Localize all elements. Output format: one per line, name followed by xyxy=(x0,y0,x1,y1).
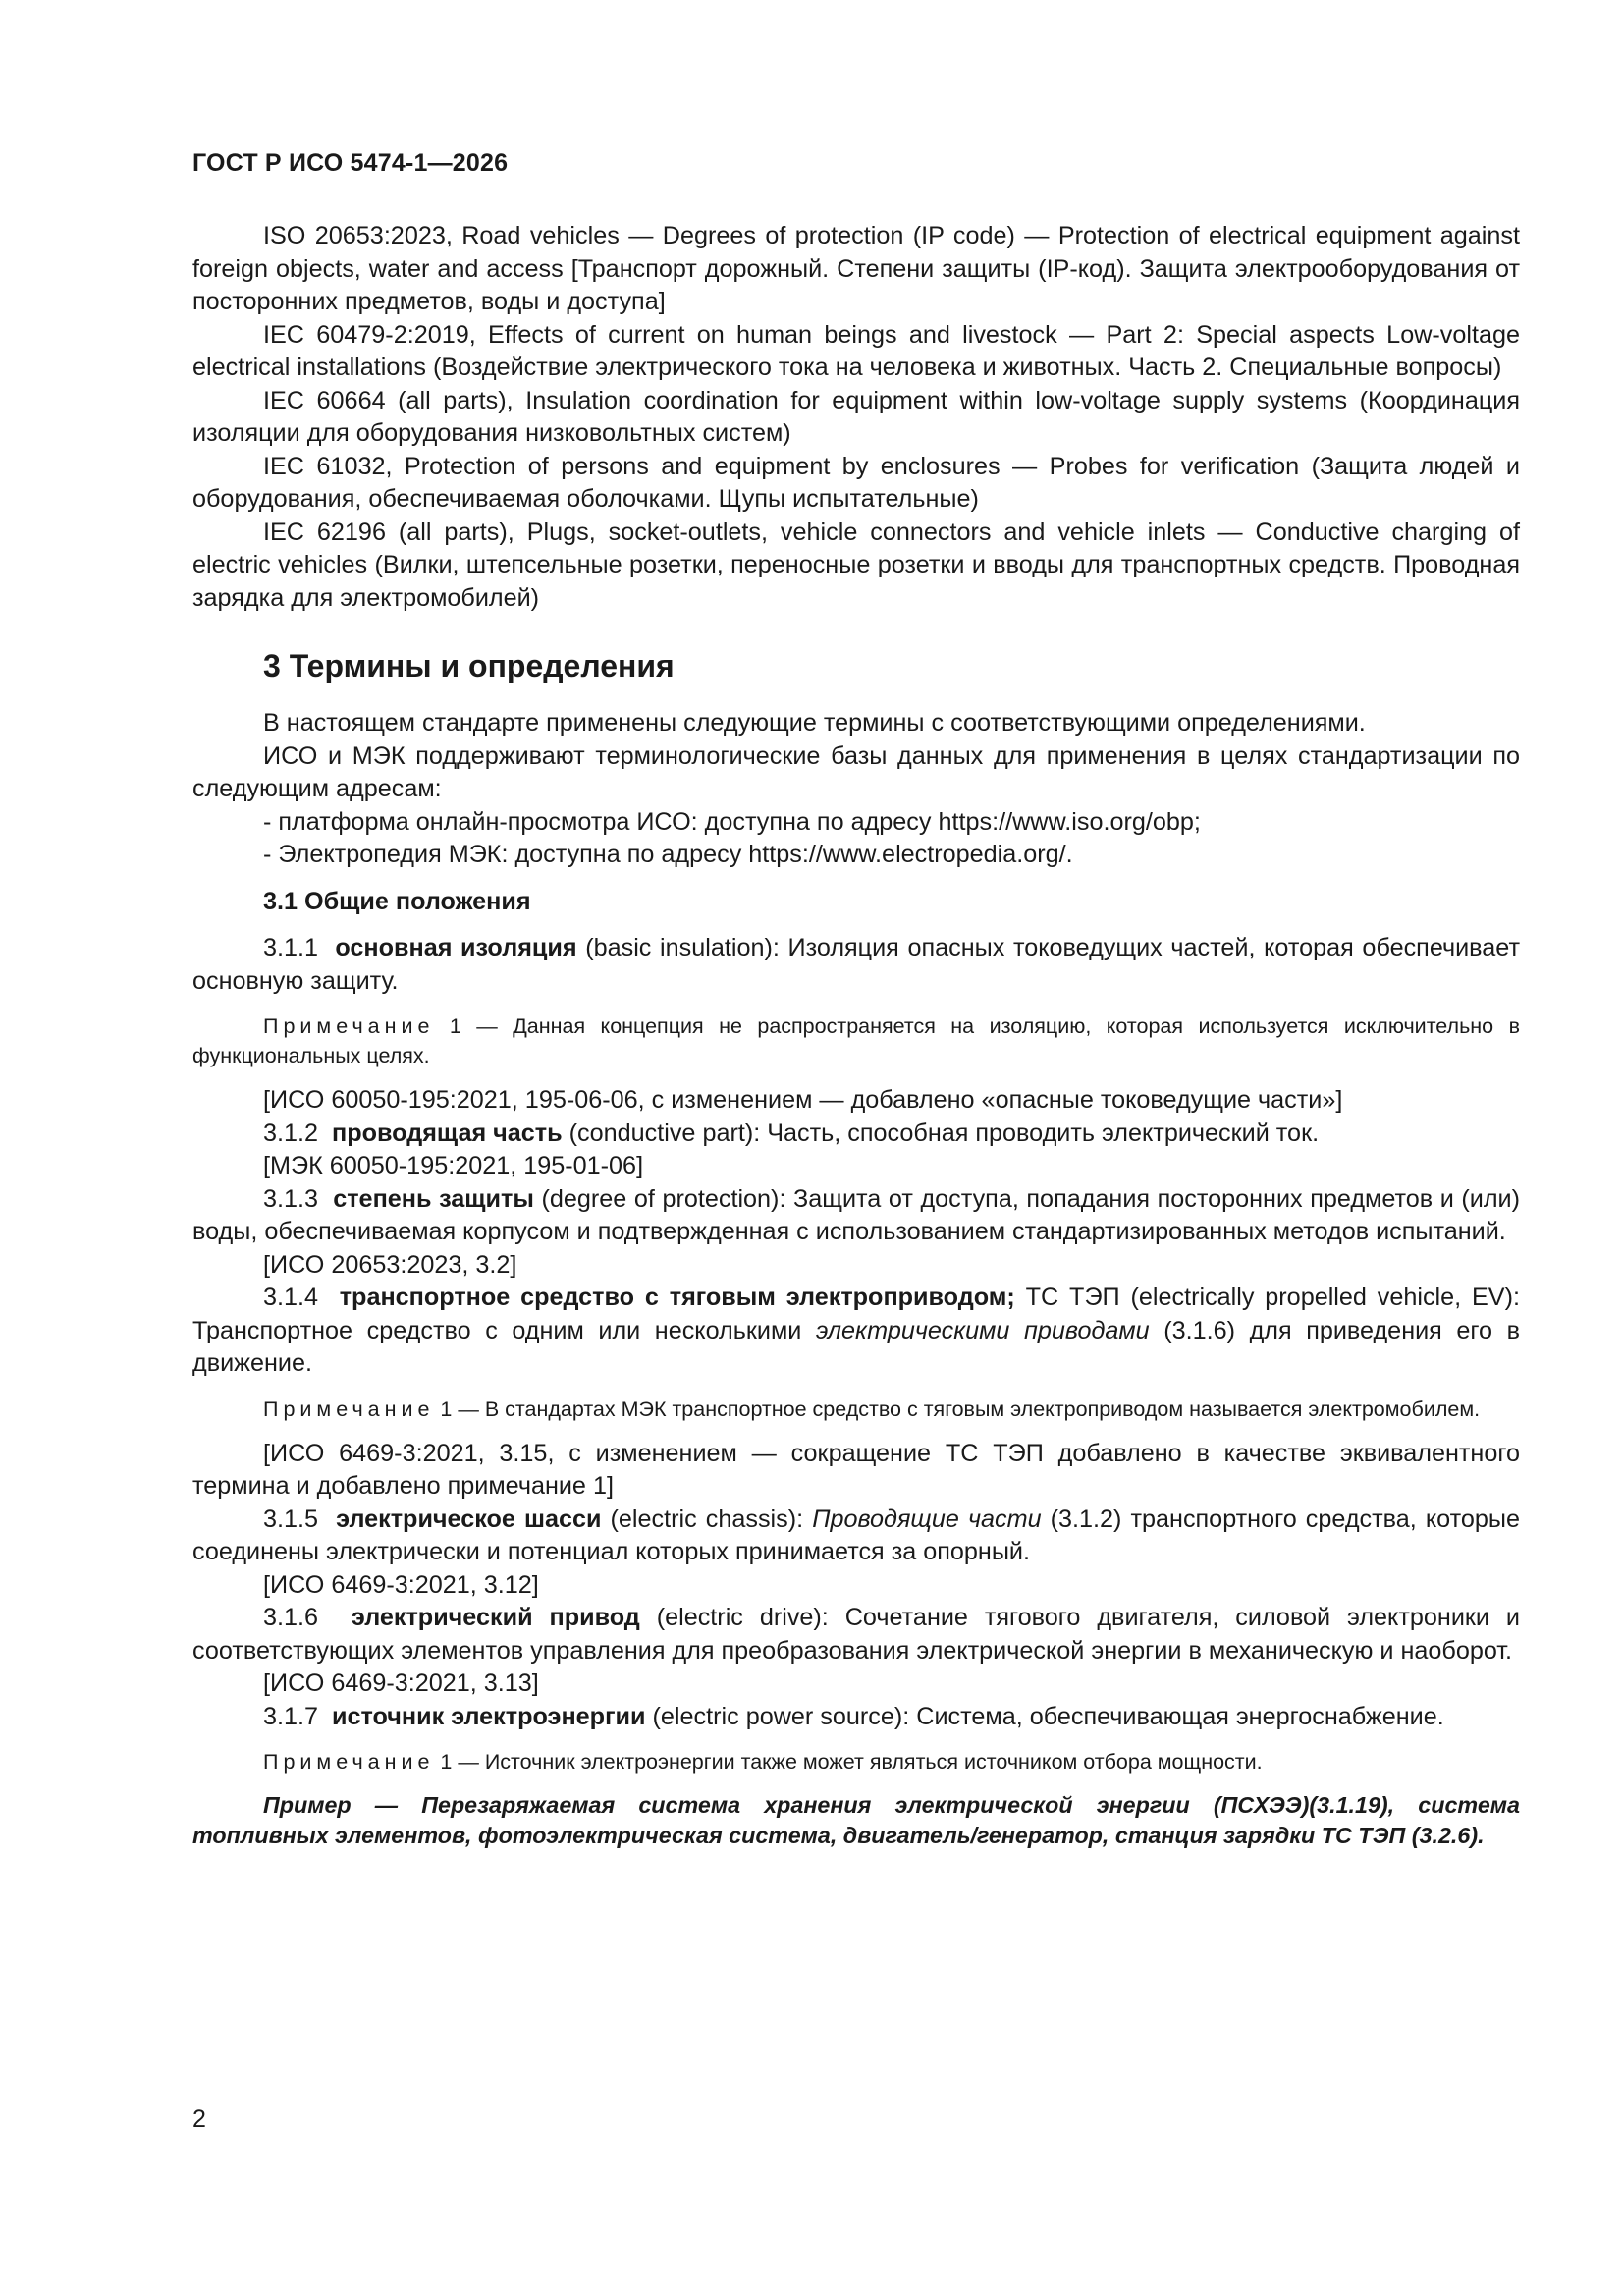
term-name: источник электроэнергии xyxy=(332,1702,646,1730)
term-3-1-1 xyxy=(192,932,1520,998)
term-3-1-6 xyxy=(192,1602,1520,1667)
source-3-1-2: [МЭК 60050-195:2021, 195-01-06] xyxy=(263,1152,644,1179)
note-3-1-4 xyxy=(192,1394,1520,1424)
section-3-heading: 3 Термины и определения xyxy=(263,648,675,683)
term-3-1-7 xyxy=(192,1701,1520,1734)
source-3-1-4: [ИСО 6469-3:2021, 3.15, с изменением — сокращение ТС ТЭП добавлено в качестве эквивалентного термина и добавлено примечание 1] xyxy=(192,1439,1520,1500)
term-name: электрический привод xyxy=(351,1604,640,1631)
reference-iec-61032: IEC 61032, Protection of persons and equipment by enclosures — Probes for verification (Защита людей и оборудования, обеспечиваемая оболочками. Щупы испытательные) xyxy=(192,452,1520,513)
source-3-1-1: [ИСО 60050-195:2021, 195-06-06, с изменением — добавлено «опасные токоведущие части»] xyxy=(263,1086,1343,1114)
list-item-iso-obp: - платформа онлайн-просмотра ИСО: доступна по адресу https://www.iso.org/obp; xyxy=(263,807,1201,836)
term-number: 3.1.3 xyxy=(263,1184,319,1213)
note-text: 1 — Источник электроэнергии также может являться источником отбора мощности. xyxy=(434,1750,1263,1774)
source-3-1-5: [ИСО 6469-3:2021, 3.12] xyxy=(263,1570,539,1599)
reference-iec-62196: IEC 62196 (all parts), Plugs, socket-outlets, vehicle connectors and vehicle inlets — Conductive charging of electric vehicles (Вилки, штепсельные розетки, переносные розетки и вводы для транспортных средств. Проводная зарядка для электромобилей) xyxy=(192,518,1520,612)
term-number: 3.1.6 xyxy=(263,1604,319,1631)
term-3-1-2 xyxy=(192,1118,1520,1151)
term-definition: (conductive part): Часть, способная проводить электрический ток. xyxy=(562,1119,1320,1147)
term-name: электрическое шасси xyxy=(336,1504,602,1533)
page-number: 2 xyxy=(192,2105,206,2133)
note-text: 1 — Данная концепция не распространяется на изоляцию, которая используется исключительно в функциональных целях. xyxy=(192,1014,1520,1067)
reference-iec-60479: IEC 60479-2:2019, Effects of current on human beings and livestock — Part 2: Special aspects Low-voltage electrical installations (Воздействие электрического тока на человека и животных. Часть 2. Специальные вопросы) xyxy=(192,320,1520,381)
source-3-1-3: [ИСО 20653:2023, 3.2] xyxy=(263,1250,517,1279)
reference-iec-60664: IEC 60664 (all parts), Insulation coordination for equipment within low-voltage supply systems (Координация изоляции для оборудования низковольтных систем) xyxy=(192,386,1520,447)
term-cross-reference: электрическими приводами xyxy=(815,1316,1150,1344)
term-3-1-5 xyxy=(192,1503,1520,1569)
term-name: степень защиты xyxy=(333,1184,534,1213)
term-number: 3.1.7 xyxy=(263,1702,319,1730)
term-name: основная изоляция xyxy=(335,934,577,961)
term-definition-end: (3.1.2) транспортного средства, которые соединены электрически и потенциал которых принимается за опорный. xyxy=(192,1504,1520,1565)
source-3-1-6: [ИСО 6469-3:2021, 3.13] xyxy=(263,1669,539,1697)
term-definition-end: (3.1.6) для приведения его в движение. xyxy=(192,1316,1520,1377)
document-body xyxy=(192,220,1520,1851)
term-definition: (electric drive): Сочетание тягового двигателя, силовой электроники и соответствующих элементов управления для преобразования электрической энергии в механическую и наоборот. xyxy=(192,1604,1520,1665)
note-text: 1 — В стандартах МЭК транспортное средство с тяговым электроприводом называется электромобилем. xyxy=(434,1396,1481,1421)
subsection-3-1-heading: 3.1 Общие положения xyxy=(263,887,531,915)
term-number: 3.1.5 xyxy=(263,1504,319,1533)
term-number: 3.1.4 xyxy=(263,1284,319,1311)
list-item-electropedia: - Электропедия МЭК: доступна по адресу https://www.electropedia.org/. xyxy=(263,841,1073,868)
note-3-1-1 xyxy=(192,1011,1520,1070)
term-3-1-4 xyxy=(192,1282,1520,1381)
term-definition: (degree of protection): Защита от доступа, попадания посторонних предметов и (или) воды, обеспечиваемая корпусом и подтвержденная с использованием стандартизированных методов испытаний. xyxy=(192,1184,1521,1245)
section-intro-2: ИСО и МЭК поддерживают терминологические базы данных для применения в целях стандартизации по следующим адресам: xyxy=(192,741,1520,802)
note-label: Примечание xyxy=(263,1396,435,1421)
term-name: проводящая часть xyxy=(332,1119,563,1147)
term-definition: (electric power source): Система, обеспечивающая энергоснабжение. xyxy=(645,1702,1444,1730)
section-intro-1: В настоящем стандарте применены следующие термины с соответствующими определениями. xyxy=(263,709,1366,737)
term-number: 3.1.2 xyxy=(263,1119,319,1147)
note-3-1-7 xyxy=(192,1747,1520,1777)
document-header: ГОСТ Р ИСО 5474-1—2026 xyxy=(192,149,509,177)
term-definition: (basic insulation): Изоляция опасных токоведущих частей, которая обеспечивает основную защиту. xyxy=(192,934,1521,995)
term-name: транспортное средство с тяговым электроприводом; xyxy=(339,1284,1015,1311)
term-number: 3.1.1 xyxy=(263,934,319,961)
term-3-1-3 xyxy=(192,1183,1520,1249)
note-label: Примечание xyxy=(263,1014,435,1038)
term-definition: ТС ТЭП (electrically propelled vehicle, EV): Транспортное средство с одним или несколькими xyxy=(192,1284,1520,1344)
term-cross-reference: Проводящие части xyxy=(812,1504,1042,1533)
note-label: Примечание xyxy=(263,1750,435,1774)
example-3-1-7: Пример — Перезаряжаемая система хранения электрической энергии (ПСХЭЭ)(3.1.19), система топливных элементов, фотоэлектрическая система, двигатель/генератор, станция зарядки ТС ТЭП (3.2.6). xyxy=(192,1792,1520,1848)
reference-iso-20653: ISO 20653:2023, Road vehicles — Degrees of protection (IP code) — Protection of electrical equipment against foreign objects, water and access [Транспорт дорожный. Степени защиты (IP-код). Защита электрооборудования от посторонних предметов, воды и доступа] xyxy=(192,222,1520,315)
term-definition: (electric chassis): xyxy=(601,1504,813,1533)
